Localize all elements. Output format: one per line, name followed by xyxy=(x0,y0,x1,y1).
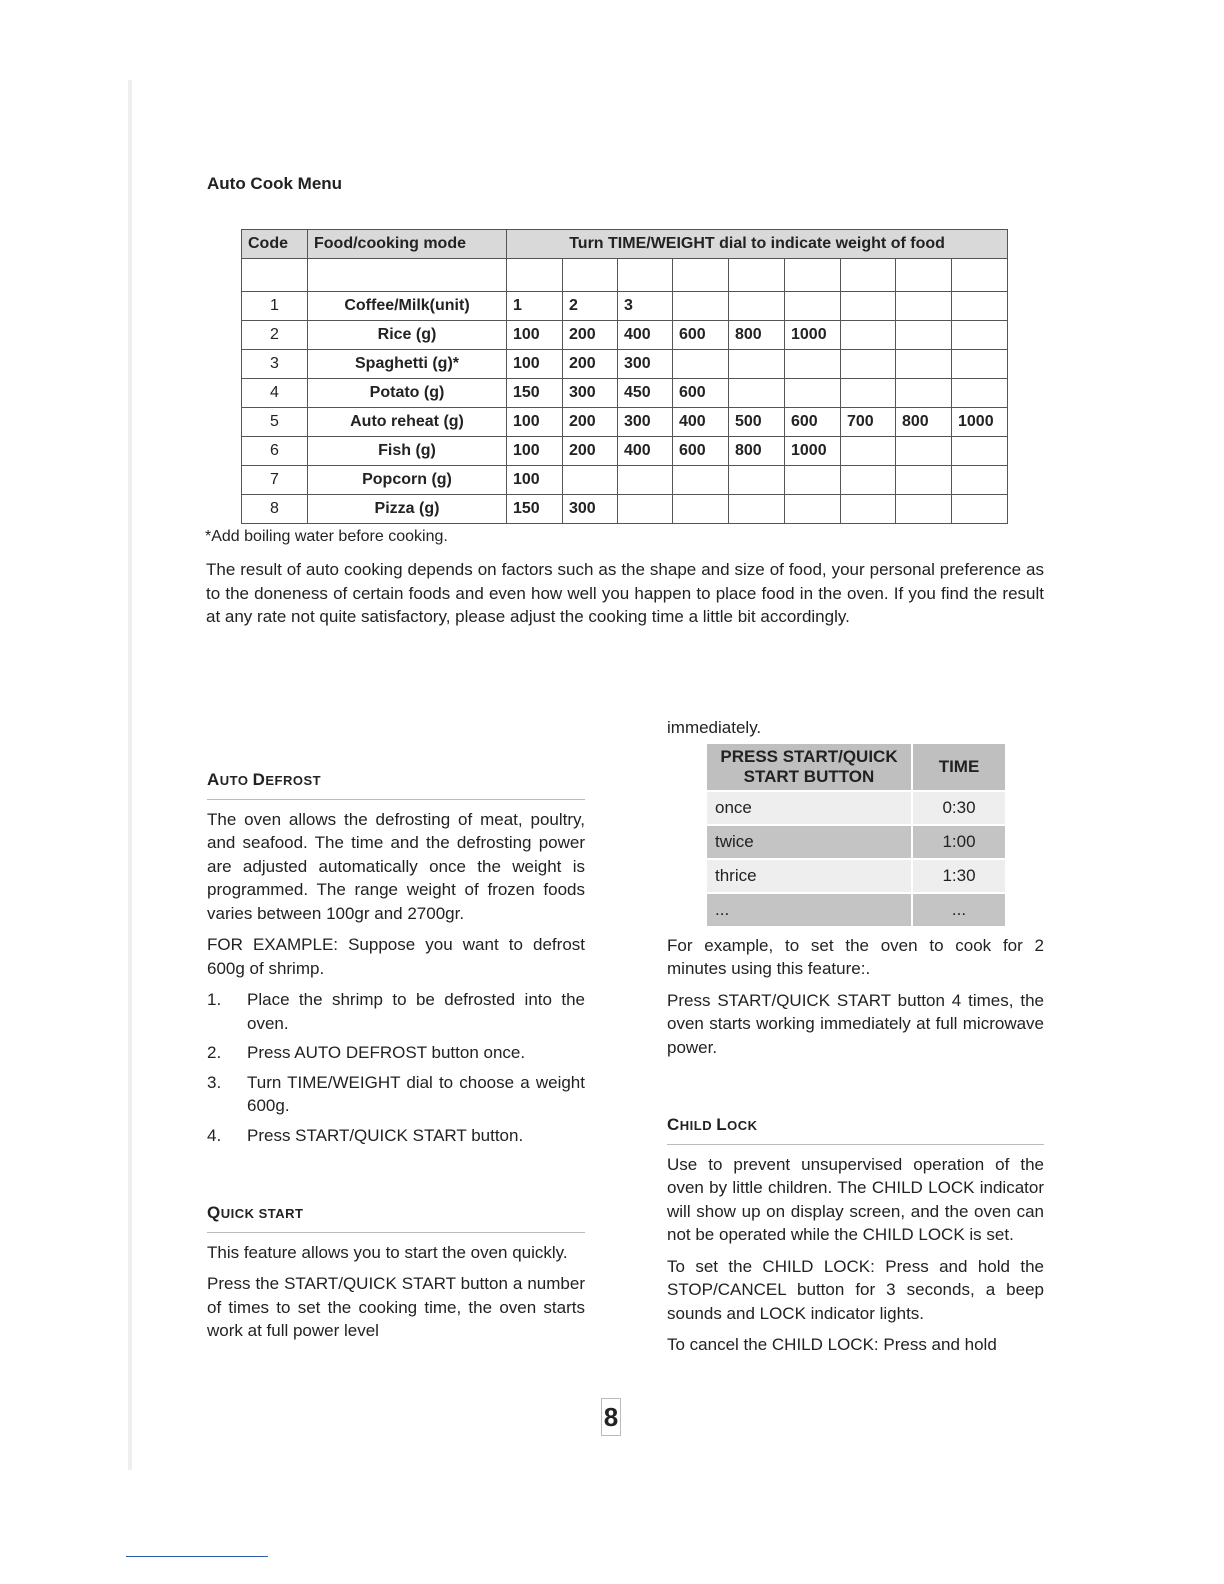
weight-cell xyxy=(673,292,729,321)
weight-cell: 600 xyxy=(673,379,729,408)
weight-cell: 1000 xyxy=(952,408,1008,437)
row-food: Pizza (g) xyxy=(308,495,507,524)
weight-cell: 100 xyxy=(507,437,563,466)
weight-cell: 300 xyxy=(563,379,618,408)
row-code: 4 xyxy=(242,379,308,408)
child-lock-para-3: To cancel the CHILD LOCK: Press and hold xyxy=(667,1335,997,1354)
quick-start-example-2: Press START/QUICK START button 4 times, the oven starts working immediately at full microwave power. xyxy=(667,990,1044,1057)
weight-cell: 100 xyxy=(507,466,563,495)
weight-cell xyxy=(729,379,785,408)
row-food: Spaghetti (g)* xyxy=(308,350,507,379)
child-lock-para-2: To set the CHILD LOCK: Press and hold the STOP/CANCEL button for 3 seconds, a beep sounds and LOCK indicator lights. xyxy=(667,1256,1044,1323)
header-food: Food/cooking mode xyxy=(308,230,507,259)
weight-cell: 200 xyxy=(563,437,618,466)
table-row: thrice 1:30 xyxy=(707,860,1005,892)
weight-cell: 450 xyxy=(618,379,673,408)
weight-cell xyxy=(952,321,1008,350)
table-row xyxy=(242,408,1008,437)
weight-cell xyxy=(841,495,896,524)
table-row xyxy=(242,292,1008,321)
weight-cell xyxy=(896,466,952,495)
table-row xyxy=(242,495,1008,524)
weight-cell: 200 xyxy=(563,321,618,350)
auto-cook-table xyxy=(241,229,1008,524)
weight-cell xyxy=(729,466,785,495)
weight-cell xyxy=(952,495,1008,524)
weight-cell: 600 xyxy=(673,437,729,466)
weight-cell xyxy=(785,350,841,379)
weight-cell: 300 xyxy=(618,350,673,379)
weight-cell: 500 xyxy=(729,408,785,437)
quick-start-continued: immediately. xyxy=(667,718,762,737)
weight-cell xyxy=(618,495,673,524)
table-row xyxy=(242,379,1008,408)
row-food: Coffee/Milk(unit) xyxy=(308,292,507,321)
page-number: 8 xyxy=(601,1398,621,1436)
weight-cell xyxy=(785,466,841,495)
weight-cell xyxy=(896,379,952,408)
table-spacer-row xyxy=(242,259,1008,292)
auto-defrost-para-2: FOR EXAMPLE: Suppose you want to defrost 600g of shrimp. xyxy=(207,935,585,978)
weight-cell xyxy=(896,350,952,379)
weight-cell: 150 xyxy=(507,495,563,524)
left-column xyxy=(207,768,585,1351)
weight-cell: 200 xyxy=(563,350,618,379)
weight-cell: 2 xyxy=(563,292,618,321)
weight-cell: 800 xyxy=(729,437,785,466)
row-food: Rice (g) xyxy=(308,321,507,350)
weight-cell: 100 xyxy=(507,408,563,437)
weight-cell xyxy=(673,350,729,379)
row-code: 2 xyxy=(242,321,308,350)
list-item: 1. Place the shrimp to be defrosted into the oven. xyxy=(207,990,585,1033)
row-food: Potato (g) xyxy=(308,379,507,408)
table-row xyxy=(242,350,1008,379)
weight-cell xyxy=(785,292,841,321)
weight-cell xyxy=(563,466,618,495)
header-code: Code xyxy=(242,230,308,259)
table-row xyxy=(242,321,1008,350)
weight-cell xyxy=(785,379,841,408)
weight-cell xyxy=(896,292,952,321)
weight-cell xyxy=(729,292,785,321)
weight-cell xyxy=(618,466,673,495)
weight-cell xyxy=(729,495,785,524)
weight-cell: 300 xyxy=(563,495,618,524)
weight-cell: 100 xyxy=(507,321,563,350)
weight-cell xyxy=(673,466,729,495)
weight-cell: 1000 xyxy=(785,321,841,350)
row-code: 6 xyxy=(242,437,308,466)
weight-cell: 1000 xyxy=(785,437,841,466)
weight-cell: 150 xyxy=(507,379,563,408)
table-row: ... ... xyxy=(707,894,1005,926)
header-press: PRESS START/QUICK START BUTTON xyxy=(707,744,911,790)
weight-cell xyxy=(952,292,1008,321)
table-row xyxy=(242,466,1008,495)
weight-cell: 600 xyxy=(673,321,729,350)
weight-cell xyxy=(896,437,952,466)
row-code: 5 xyxy=(242,408,308,437)
quick-start-heading: QUICK START xyxy=(207,1201,585,1233)
weight-cell xyxy=(952,437,1008,466)
table-row: once 0:30 xyxy=(707,792,1005,824)
weight-cell xyxy=(841,292,896,321)
weight-cell: 1 xyxy=(507,292,563,321)
footnote: *Add boiling water before cooking. xyxy=(205,528,448,545)
weight-cell xyxy=(841,466,896,495)
header-time: TIME xyxy=(913,744,1005,790)
weight-cell xyxy=(841,350,896,379)
row-code: 8 xyxy=(242,495,308,524)
row-food: Popcorn (g) xyxy=(308,466,507,495)
weight-cell: 400 xyxy=(618,321,673,350)
weight-cell xyxy=(952,379,1008,408)
child-lock-para-1: Use to prevent unsupervised operation of the oven by little children. The CHILD LOCK indicator will show up on display screen, and the oven can not be operated while the CHILD LOCK is set. xyxy=(667,1154,1044,1244)
weight-cell xyxy=(896,321,952,350)
quick-start-para-1: This feature allows you to start the oven quickly. xyxy=(207,1242,568,1262)
table-header-row xyxy=(242,230,1008,259)
weight-cell xyxy=(952,350,1008,379)
binding-line xyxy=(128,80,132,1470)
weight-cell: 700 xyxy=(841,408,896,437)
list-item: 2. Press AUTO DEFROST button once. xyxy=(207,1043,526,1062)
list-item: 4. Press START/QUICK START button. xyxy=(207,1125,524,1145)
weight-cell xyxy=(896,495,952,524)
auto-defrost-para-1: The oven allows the defrosting of meat, poultry, and seafood. The time and the defrosting power are adjusted automatically once the weight is programmed. The range weight of frozen foods varies between 100gr and 2700gr. xyxy=(207,809,585,923)
auto-cook-intro: The result of auto cooking depends on factors such as the shape and size of food, your personal preference as to the doneness of certain foods and even how well you happen to place food in the oven. If you find the result at any rate not quite satisfactory, please adjust the cooking time a little bit accordingly. xyxy=(206,560,1044,626)
auto-defrost-steps xyxy=(207,988,585,1147)
right-column xyxy=(667,716,1044,1365)
weight-cell: 300 xyxy=(618,408,673,437)
weight-cell xyxy=(785,495,841,524)
weight-cell: 600 xyxy=(785,408,841,437)
weight-cell xyxy=(952,466,1008,495)
row-food: Auto reheat (g) xyxy=(308,408,507,437)
quick-start-para-2: Press the START/QUICK START button a number of times to set the cooking time, the oven starts work at full power level xyxy=(207,1274,585,1340)
row-code: 1 xyxy=(242,292,308,321)
auto-cook-title: Auto Cook Menu xyxy=(207,174,343,193)
weight-cell: 800 xyxy=(896,408,952,437)
weight-cell xyxy=(841,379,896,408)
footer-rule xyxy=(126,1556,268,1557)
weight-cell: 200 xyxy=(563,408,618,437)
header-weights: Turn TIME/WEIGHT dial to indicate weight of food xyxy=(507,230,1008,259)
row-code: 3 xyxy=(242,350,308,379)
quick-start-example-1: For example, to set the oven to cook for 2 minutes using this feature:. xyxy=(667,935,1044,978)
weight-cell xyxy=(673,495,729,524)
weight-cell: 400 xyxy=(673,408,729,437)
auto-defrost-heading: AUTO DEFROST xyxy=(207,768,585,800)
child-lock-heading: CHILD LOCK xyxy=(667,1113,1044,1145)
weight-cell: 3 xyxy=(618,292,673,321)
row-food: Fish (g) xyxy=(308,437,507,466)
table-header-row xyxy=(707,744,1005,790)
weight-cell: 800 xyxy=(729,321,785,350)
weight-cell xyxy=(729,350,785,379)
table-row: twice 1:00 xyxy=(707,826,1005,858)
row-code: 7 xyxy=(242,466,308,495)
table-row xyxy=(242,437,1008,466)
weight-cell: 100 xyxy=(507,350,563,379)
quick-start-table xyxy=(705,742,1007,928)
weight-cell xyxy=(841,321,896,350)
list-item: 3. Turn TIME/WEIGHT dial to choose a weight 600g. xyxy=(207,1072,585,1115)
weight-cell: 400 xyxy=(618,437,673,466)
weight-cell xyxy=(841,437,896,466)
